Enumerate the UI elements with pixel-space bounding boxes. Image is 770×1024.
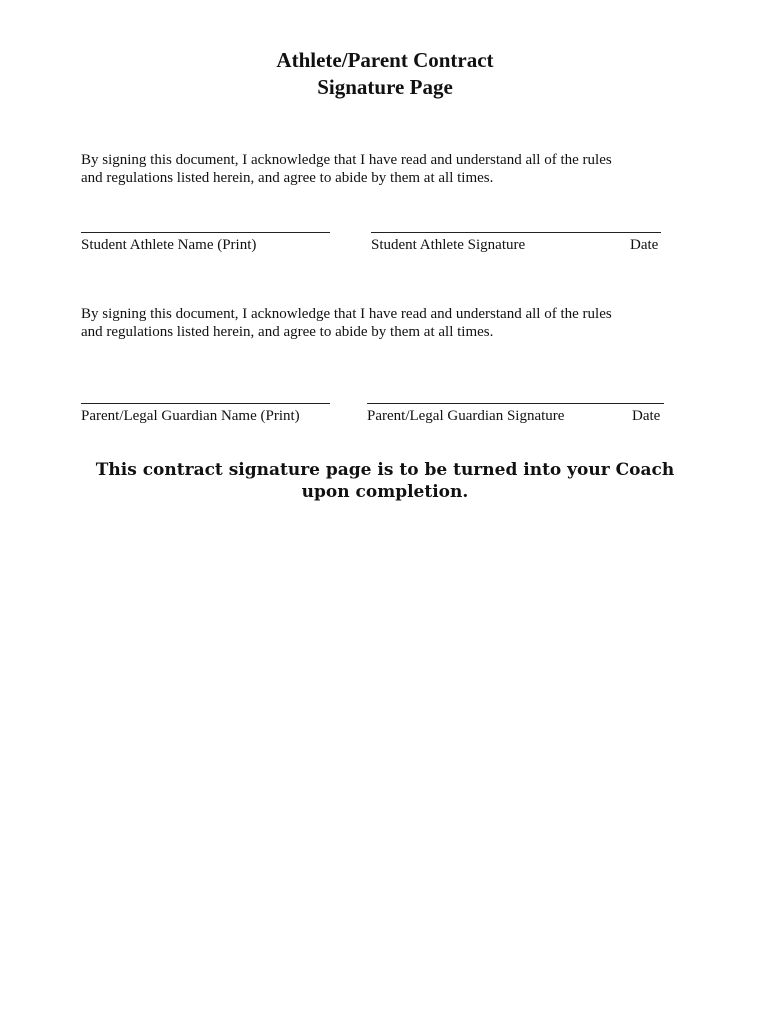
- submission-notice-line-1: This contract signature page is to be turned into your Coach: [95, 460, 675, 480]
- athlete-ack-line-1: By signing this document, I acknowledge that I have read and understand all of the rules: [81, 152, 612, 168]
- athlete-signature-caption: Student Athlete Signature: [371, 237, 526, 253]
- page-subtitle: Signature Page: [317, 75, 453, 99]
- parent-ack-line-2: and regulations listed herein, and agree to abide by them at all times.: [81, 324, 494, 340]
- page-title: Athlete/Parent Contract: [276, 48, 494, 72]
- athlete-signature-line[interactable]: [371, 232, 661, 233]
- athlete-name-line[interactable]: [81, 232, 330, 233]
- parent-signature-caption: Parent/Legal Guardian Signature: [367, 408, 565, 424]
- submission-notice-line-2: upon completion.: [301, 482, 469, 502]
- parent-name-line[interactable]: [81, 403, 330, 404]
- athlete-date-caption: Date: [630, 237, 659, 253]
- athlete-name-caption: Student Athlete Name (Print): [81, 237, 257, 253]
- parent-date-caption: Date: [632, 408, 661, 424]
- athlete-acknowledgement: [81, 151, 681, 187]
- parent-acknowledgement: [81, 305, 681, 341]
- athlete-ack-line-2: and regulations listed herein, and agree to abide by them at all times.: [81, 170, 494, 186]
- parent-ack-line-1: By signing this document, I acknowledge that I have read and understand all of the rules: [81, 306, 612, 322]
- parent-name-caption: Parent/Legal Guardian Name (Print): [81, 408, 300, 424]
- parent-signature-line[interactable]: [367, 403, 664, 404]
